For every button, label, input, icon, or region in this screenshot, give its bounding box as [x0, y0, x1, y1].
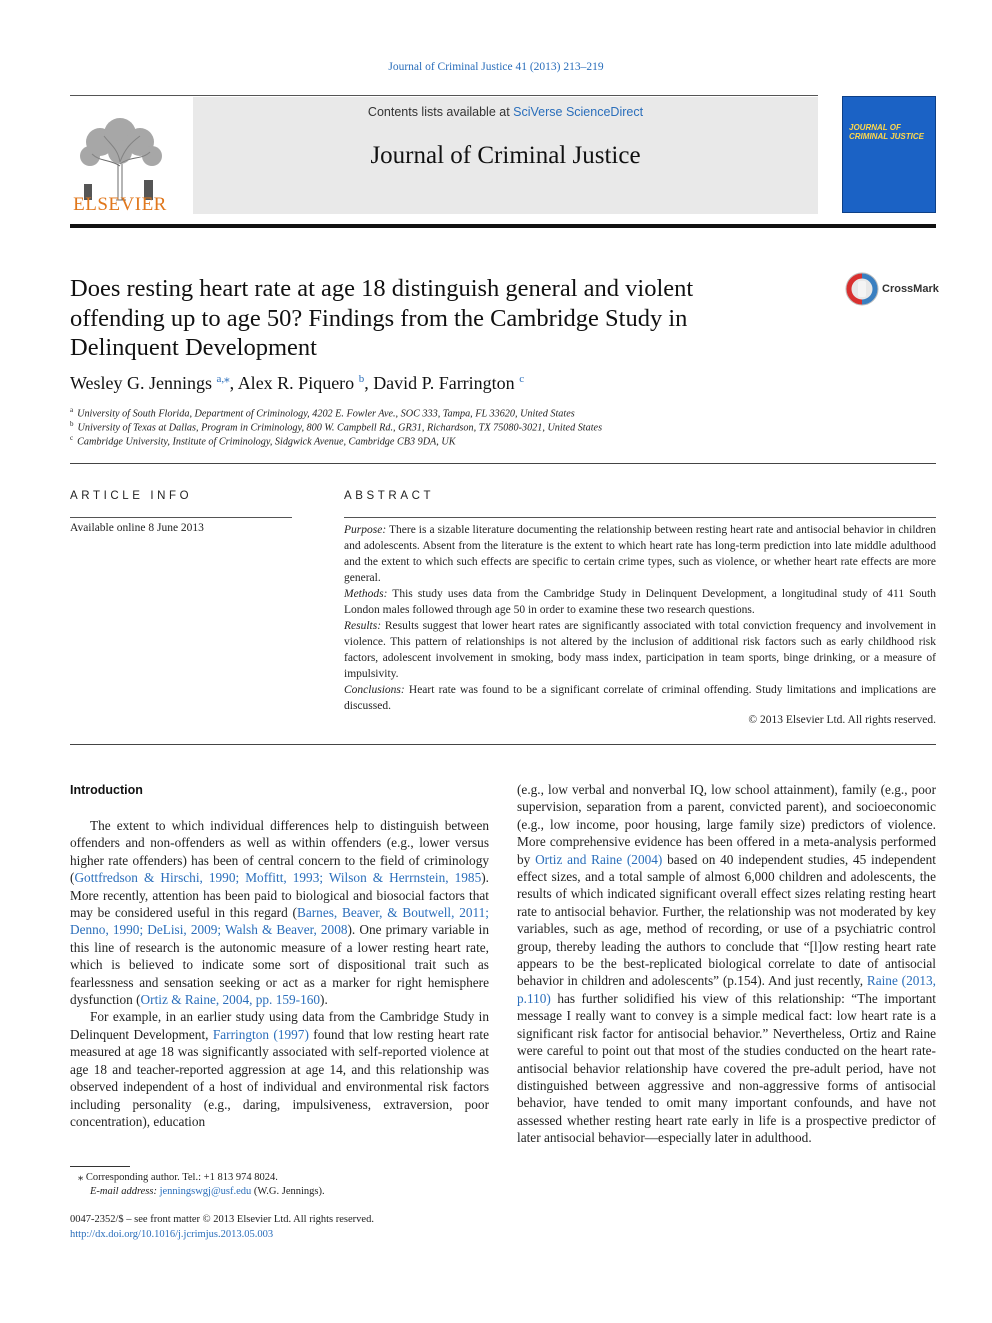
abstract-rule: [344, 517, 936, 518]
email-label: E-mail address:: [90, 1186, 157, 1197]
author-list: [70, 372, 524, 394]
affiliation-text: University of South Florida, Department of Criminology, 4202 E. Fowler Ave., SOC 333, Tampa, FL 33620, United States: [77, 408, 575, 420]
affiliation: [70, 420, 602, 433]
journal-reference[interactable]: Journal of Criminal Justice 41 (2013) 213–219: [388, 61, 604, 73]
email-footnote: [90, 1186, 325, 1197]
elsevier-wordmark[interactable]: ELSEVIER: [73, 194, 167, 215]
affiliation-mark: b: [70, 420, 74, 428]
citation-link[interactable]: Barnes, Beaver, & Boutwell, 2011; Denno, 1990; DeLisi, 2009; Walsh & Beaver, 2008: [70, 905, 490, 938]
article-title: Does resting heart rate at age 18 distinguish general and violent offending up to age 50? Findings from the Cambridge Study in Delinquent Development: [70, 275, 694, 361]
citation-link[interactable]: Gottfredson & Hirschi, 1990; Moffitt, 1993; Wilson & Herrnstein, 1985: [74, 870, 482, 886]
sciencedirect-link[interactable]: SciVerse ScienceDirect: [513, 105, 644, 119]
affiliation-text: Cambridge University, Institute of Criminology, Sidgwick Avenue, Cambridge CB3 9DA, UK: [77, 436, 456, 448]
body-text: For example, in an earlier study using data from the Cambridge Study in Delinquent Development,: [70, 1009, 489, 1042]
body-text: has further solidified his view of this relationship: “The important message I really want to convey is a simple medical fact: low heart rate is a significant risk factor for antisocial behavior.” Nevertheless, Ortiz and Raine were careful to point out that most of the studies conducted on the heart rate-antisocial behavior relationship have covered the pre-adult period, have not distinguished between aggressive and non-aggressive forms of antisocial behavior, have tended to omit many important confounds, and have not assessed whether resting heart rate early in life is a prospective predictor of later antisocial behavior—especially later in adulthood.: [517, 990, 936, 1146]
email-suffix: (W.G. Jennings).: [251, 1186, 325, 1197]
body-text: ). One primary variable in this line of research is the autonomic measure of a lower resting heart rate, which is believed to indicate some sort of dispositional trait such as fearlessness and sensation seeking or act as a marker for right hemisphere dysfunction (: [70, 922, 489, 1008]
body-text: found that low resting heart rate measured at age 18 was significantly associated with self-reported violence at age 18 and teacher-reported aggression at age 14, and this relationship was observed independent of a host of individual and environmental risk factors including personality (e.g., daring, impulsiveness, extraversion, poor concentration), education: [70, 1026, 489, 1129]
body-paragraph: [70, 817, 489, 1008]
abstract-label: Purpose:: [344, 524, 387, 536]
body-text: (e.g., low verbal and nonverbal IQ, low school attainment), family (e.g., poor supervision, separation from a parent, convicted parent), and socioeconomic (e.g., low income, poor housing, large family size) predictors of violence. More comprehensive evidence has been offered in a meta-analysis performed by: [517, 782, 936, 867]
affiliation: [70, 406, 575, 419]
abstract-purpose: [344, 522, 936, 586]
affiliation-mark: c: [70, 434, 74, 442]
author-name: Wesley G. Jennings: [70, 373, 213, 393]
body-text: ). More recently, attention has been paid to biological and biosocial factors that may be considered useful in this regard (: [70, 870, 489, 921]
corresponding-author-footnote: [78, 1171, 278, 1183]
available-online-date: Available online 8 June 2013: [70, 522, 204, 534]
footnote-rule: [70, 1166, 130, 1167]
body-text: The extent to which individual differences help to distinguish between offenders and non-offenders as well as within offenders (e.g., lower versus higher rate offenders) has been of central concern to the field of criminology (: [70, 818, 489, 886]
body-column-right: [517, 781, 936, 1147]
issn-line: 0047-2352/$ – see front matter © 2013 Elsevier Ltd. All rights reserved.: [70, 1214, 374, 1225]
author-affiliation-mark[interactable]: a,⁎: [216, 373, 230, 385]
citation-link[interactable]: Ortiz and Raine (2004): [535, 851, 663, 867]
article-info-heading: ARTICLE INFO: [70, 490, 193, 502]
citation-link[interactable]: Ortiz & Raine, 2004, pp. 159-160: [140, 992, 321, 1008]
abstract-label: Methods:: [344, 588, 388, 600]
crossmark-icon[interactable]: [845, 272, 879, 306]
body-paragraph: [517, 781, 936, 1147]
contents-prefix: Contents lists available at: [367, 105, 514, 119]
email-link[interactable]: jenningswgj@usf.edu: [159, 1186, 252, 1197]
abstract-methods: [344, 586, 936, 618]
section-divider: [70, 463, 936, 464]
body-text: based on 40 independent studies, 45 independent effect sizes, and a total sample of almost 6,000 children and adolescents, the results of which indicated significant overall effect sizes relating resting heart rate to antisocial behavior. Further, the relationship was not moderated by key variables, such as age, method of recording, or use of a psychiatric control group, thereby leading the authors to conclude that “[l]ow resting heart rate appears to be the best-replicated biological correlate to date of antisocial behavior in children and adolescents” (p.154). And just recently,: [517, 851, 936, 989]
body-paragraph: [70, 1008, 489, 1130]
author-name: Alex R. Piquero: [237, 373, 355, 393]
author-affiliation-mark[interactable]: c: [519, 373, 525, 385]
section-divider: [70, 744, 936, 745]
article-info-rule: [70, 517, 292, 518]
contents-line: [193, 105, 818, 119]
footnote-text: Corresponding author. Tel.: +1 813 974 8024.: [83, 1172, 278, 1183]
abstract-text: Results suggest that lower heart rates are significantly associated with total conviction frequency and involvement in violence. This pattern of relationships is not altered by the inclusion of additional risk factors such as early childhood risk factors, adolescent involvement in smoking, body mass index, participation in team sports, binge drinking, or a measure of impulsivity.: [344, 620, 936, 680]
footnote-mark: ⁎: [78, 1172, 84, 1183]
abstract-conclusions: [344, 682, 936, 714]
journal-name[interactable]: Journal of Criminal Justice: [370, 142, 641, 169]
abstract-label: Conclusions:: [344, 684, 405, 696]
introduction-heading: Introduction: [70, 783, 143, 797]
abstract-text: Heart rate was found to be a significant correlate of criminal offending. Study limitations and implications are discussed.: [344, 684, 936, 712]
abstract-label: Results:: [344, 620, 382, 632]
author-name: David P. Farrington: [373, 373, 515, 393]
header-rule: [70, 224, 936, 228]
crossmark-label[interactable]: CrossMark: [882, 283, 939, 295]
affiliation-mark: a: [70, 406, 74, 414]
citation-link[interactable]: Raine (2013, p.110): [517, 973, 936, 1006]
copyright-notice: © 2013 Elsevier Ltd. All rights reserved.: [748, 714, 936, 726]
journal-cover-thumbnail[interactable]: [842, 96, 936, 213]
author-affiliation-mark[interactable]: b: [358, 373, 365, 385]
header-top-rule: [70, 95, 818, 96]
cover-title: JOURNAL OF CRIMINAL JUSTICE: [849, 123, 924, 141]
abstract-text: There is a sizable literature documenting the relationship between resting heart rate and antisocial behavior in children and adolescents. Absent from the literature is the extent to which heart rate has long-term prediction into late middle adulthood and the extent to which such effects are specific to certain crime types, such as violence, or whether heart rate effects are more general.: [344, 524, 936, 584]
author-separator: ,: [229, 373, 238, 393]
body-column-left: [70, 817, 489, 1130]
body-text: ).: [320, 992, 328, 1008]
author-separator: ,: [364, 373, 374, 393]
affiliation: [70, 434, 456, 447]
citation-link[interactable]: Farrington (1997): [212, 1026, 309, 1042]
affiliation-text: University of Texas at Dallas, Program in Criminology, 800 W. Campbell Rd., GR31, Richardson, TX 75080-3021, United States: [77, 422, 603, 434]
abstract-heading: ABSTRACT: [344, 490, 435, 502]
abstract-text: This study uses data from the Cambridge Study in Delinquent Development, a longitudinal study of 411 South London males followed through age 50 in order to examine these two research questions.: [344, 588, 936, 616]
abstract-body: [344, 522, 936, 714]
doi-link[interactable]: http://dx.doi.org/10.1016/j.jcrimjus.2013.05.003: [70, 1229, 274, 1240]
abstract-results: [344, 618, 936, 682]
